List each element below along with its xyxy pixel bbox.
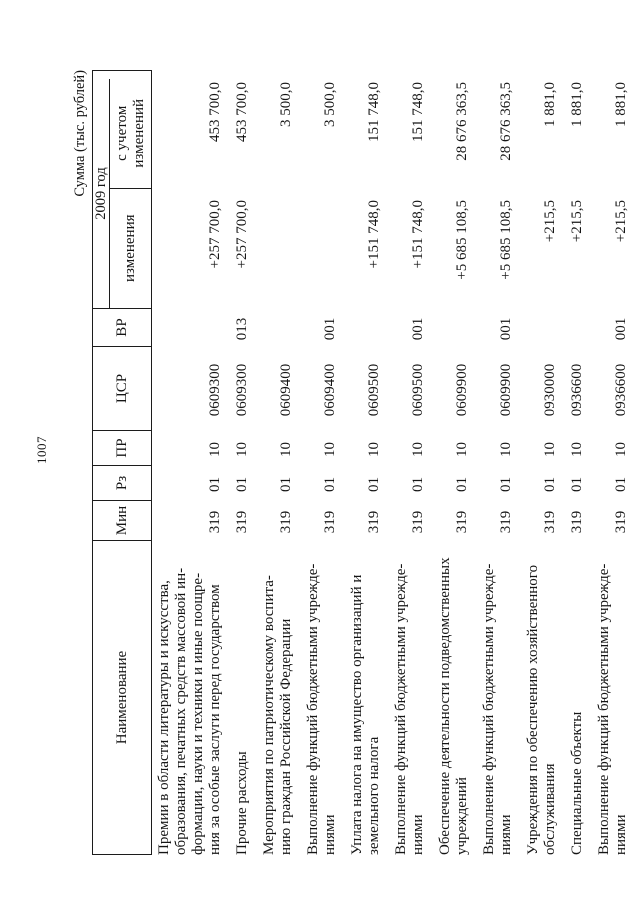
with-changes-value: 1 881,0 [613,82,629,127]
vr-code: 001 [322,317,338,341]
csr-code: 0609500 [366,363,382,417]
csr-code: 0609300 [234,363,250,417]
name-line: Выполнение функций бюджетными учрежде- [596,563,612,855]
min-code: 319 [569,510,585,534]
min-code: 319 [207,510,223,534]
table-row [596,70,630,855]
header-year: 2009 год [93,79,110,308]
with-changes-value: 1 881,0 [542,82,558,127]
change-value: +215,5 [542,200,558,243]
pr-code: 10 [278,442,294,457]
csr-code: 0609400 [278,363,294,417]
table-row [393,70,427,855]
csr-code: 0609300 [207,363,223,417]
vr-code: 013 [234,317,250,341]
pr-code: 10 [454,442,470,457]
name-line: Обеспечение деятельности подведомственных [437,557,453,855]
rz-code: 01 [322,477,338,492]
name-line: Мероприятия по патриотическому воспита- [261,575,277,855]
name-cell [437,542,471,855]
name-line: Выполнение функций бюджетными учрежде- [481,563,497,855]
name-cell [261,542,295,855]
min-code: 319 [454,510,470,534]
name-line: Учреждения по обеспечению хозяйственного [525,564,541,855]
pr-code: 10 [613,442,629,457]
pr-code: 10 [542,442,558,457]
name-line: Прочие расходы [234,751,250,855]
pr-code: 10 [322,442,338,457]
name-cell [481,542,515,855]
name-line: Выполнение функций бюджетными учрежде- [305,563,321,855]
pr-code: 10 [234,442,250,457]
with-changes-value: 28 676 363,5 [454,82,470,161]
min-code: 319 [322,510,338,534]
budget-table [92,70,630,855]
header-name: Наименование [113,650,130,745]
table-row [481,70,515,855]
pr-code: 10 [207,442,223,457]
rz-code: 01 [454,477,470,492]
table-row [525,70,559,855]
header-with-changes: с учетом изменений [110,79,151,189]
page-number: 1007 [34,436,49,464]
rz-code: 01 [410,477,426,492]
csr-code: 0609400 [322,363,338,417]
name-line: образования, печатных средств массовой ин- [173,567,189,855]
table-header [92,70,152,855]
min-code: 319 [278,510,294,534]
vr-code: 001 [498,317,514,341]
name-line: ниями [498,814,514,855]
with-changes-value: 151 748,0 [410,82,426,142]
name-line: ниями [322,814,338,855]
name-line: Премии в области литературы и искусства, [156,580,172,855]
name-cell [156,542,224,855]
with-changes-value: 28 676 363,5 [498,82,514,161]
with-changes-value: 1 881,0 [569,82,585,127]
min-code: 319 [366,510,382,534]
name-line: нию граждан Российской Федерации [278,618,294,855]
csr-code: 0609900 [454,363,470,417]
with-changes-value: 3 500,0 [322,82,338,127]
with-changes-value: 453 700,0 [207,82,223,142]
change-value: +215,5 [613,200,629,243]
name-line: учреждений [454,777,470,855]
name-cell [305,542,339,855]
rz-code: 01 [234,477,250,492]
table-row [234,70,251,855]
name-cell [393,542,427,855]
csr-code: 0930000 [542,363,558,417]
rz-code: 01 [498,477,514,492]
units-note: Сумма (тыс. рублей) [72,70,88,197]
csr-code: 0936600 [569,363,585,417]
with-changes-value: 453 700,0 [234,82,250,142]
rz-code: 01 [366,477,382,492]
name-cell [525,542,559,855]
vr-code: 001 [613,317,629,341]
csr-code: 0609900 [498,363,514,417]
vr-code: 001 [410,317,426,341]
table-row [349,70,383,855]
name-line: обслуживания [542,763,558,855]
csr-code: 0609500 [410,363,426,417]
header-rz: Рз [93,466,151,501]
change-value: +151 748,0 [366,200,382,269]
change-value: +5 685 108,5 [498,200,514,280]
header-min: Мин [93,501,151,541]
rz-code: 01 [542,477,558,492]
pr-code: 10 [569,442,585,457]
rz-code: 01 [613,477,629,492]
name-line: Специальные объекты [569,711,585,855]
header-vr: ВР [93,309,151,347]
min-code: 319 [234,510,250,534]
name-line: ниями [613,814,629,855]
min-code: 319 [410,510,426,534]
change-value: +5 685 108,5 [454,200,470,280]
header-pr: ПР [93,431,151,466]
name-cell [596,542,630,855]
rz-code: 01 [569,477,585,492]
header-year-subrow [110,79,151,308]
min-code: 319 [613,510,629,534]
header-csr: ЦСР [93,347,151,431]
change-value: +215,5 [569,200,585,243]
change-value: +257 700,0 [234,200,250,269]
name-line: формации, науки и техники и иные поощре- [190,572,206,855]
table-row [569,70,586,855]
change-value: +257 700,0 [207,200,223,269]
name-line: ниями [410,814,426,855]
table-row [305,70,339,855]
pr-code: 10 [498,442,514,457]
name-cell [569,542,586,855]
table-row [437,70,471,855]
name-cell [349,542,383,855]
name-line: ния за особые заслуги перед государством [207,584,223,855]
header-year-group [93,79,151,309]
header-changes: изменения [122,214,139,283]
table-body [156,70,630,855]
name-line: Уплата налога на имущество организаций и [349,574,365,855]
with-changes-value: 3 500,0 [278,82,294,127]
name-cell [234,542,251,855]
name-line: Выполнение функций бюджетными учрежде- [393,563,409,855]
rz-code: 01 [278,477,294,492]
min-code: 319 [498,510,514,534]
table-row [261,70,295,855]
pr-code: 10 [410,442,426,457]
rz-code: 01 [207,477,223,492]
table-row [156,70,224,855]
name-line: земельного налога [366,736,382,855]
change-value: +151 748,0 [410,200,426,269]
min-code: 319 [542,510,558,534]
with-changes-value: 151 748,0 [366,82,382,142]
csr-code: 0936600 [613,363,629,417]
pr-code: 10 [366,442,382,457]
